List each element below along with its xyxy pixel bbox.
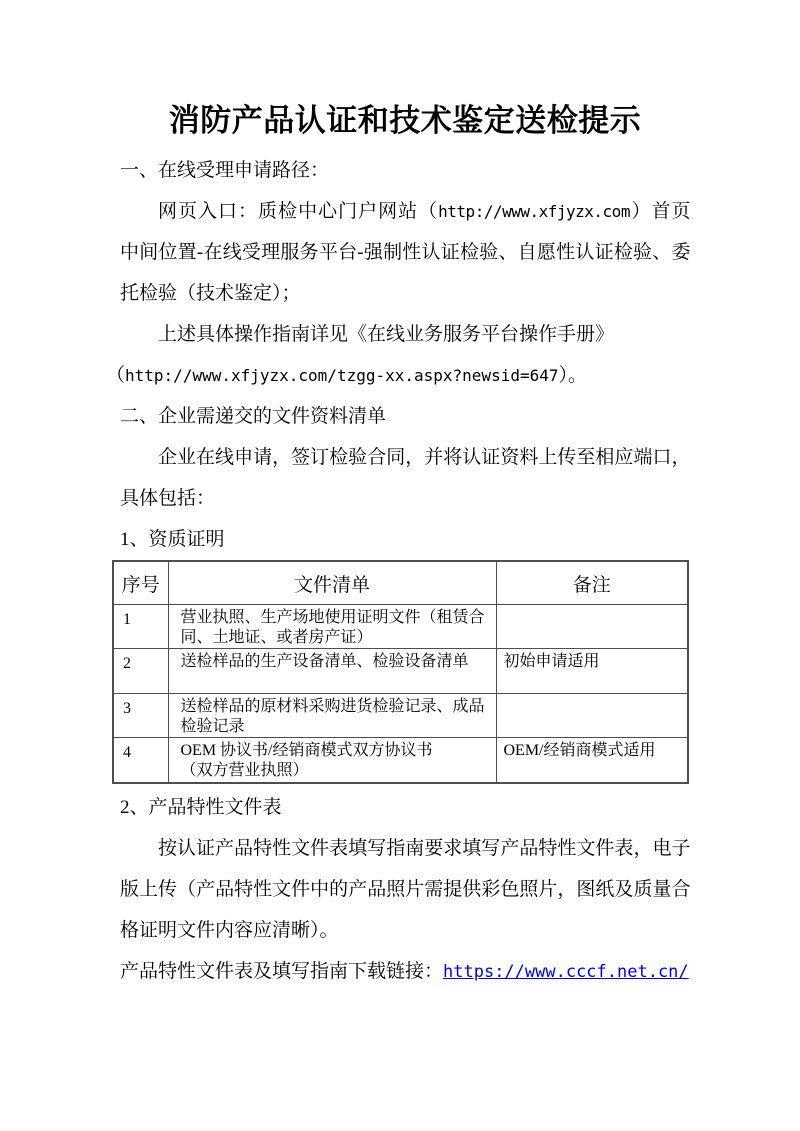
header-cell-document-list: 文件清单 bbox=[168, 561, 496, 605]
section1-heading: 一、在线受理申请路径： bbox=[120, 160, 330, 181]
row4-doc-line2: （双方营业执照） bbox=[180, 762, 309, 779]
page-title: 消防产品认证和技术鉴定送检提示 bbox=[168, 103, 642, 138]
paragraph1-line3: 托检验（技术鉴定）； bbox=[120, 283, 301, 304]
row3-doc-line2: 检验记录 bbox=[180, 718, 245, 735]
row2-doc-line1: 送检样品的生产设备清单、检验设备清单 bbox=[180, 653, 469, 670]
row4-doc-line1: OEM 协议书/经销商模式双方协议书 bbox=[180, 742, 433, 759]
download-link-line bbox=[120, 951, 690, 992]
row3-number: 3 bbox=[113, 694, 168, 738]
section2-heading: 二、企业需递交的文件资料清单 bbox=[120, 406, 387, 427]
table-header-row bbox=[113, 561, 688, 605]
paragraph2-line2 bbox=[106, 355, 690, 396]
cccf-download-link[interactable]: https://www.cccf.net.cn/ bbox=[443, 961, 689, 982]
document-body bbox=[106, 0, 690, 992]
paragraph4-line1: 按认证产品特性文件表填写指南要求填写产品特性文件表，电子 bbox=[158, 837, 690, 859]
paragraph4-line3: 格证明文件内容应清晰）。 bbox=[120, 919, 339, 941]
paragraph2-line1: 上述具体操作指南详见《在线业务服务平台操作手册》 bbox=[158, 324, 615, 345]
table-row bbox=[113, 649, 688, 694]
paragraph3-line1: 企业在线申请，签订检验合同，并将认证资料上传至相应端口， bbox=[158, 447, 690, 468]
row3-document bbox=[168, 694, 496, 738]
p1-l1-pre: 网页入口：质检中心门户网站（ bbox=[158, 201, 439, 222]
header-cell-remark: 备注 bbox=[496, 561, 688, 605]
header-cell-number: 序号 bbox=[113, 561, 168, 605]
row1-document bbox=[168, 605, 496, 649]
p2-l2-url-text: http://www.xfjyzx.com/tzgg-xx.aspx?newsid=647 bbox=[125, 366, 559, 385]
row4-document bbox=[168, 738, 496, 783]
sub2-heading: 2、产品特性文件表 bbox=[120, 796, 282, 818]
row3-doc-line1: 送检样品的原材料采购进货检验记录、成品 bbox=[180, 698, 485, 715]
qualification-table bbox=[112, 560, 689, 784]
p1-l1-post: ）首页 bbox=[629, 201, 690, 222]
row4-remark: OEM/经销商模式适用 bbox=[496, 738, 688, 783]
p1-l1-url-text: http://www.xfjyzx.com bbox=[438, 202, 630, 221]
paragraph1-line2: 中间位置-在线受理服务平台-强制性认证检验、自愿性认证检验、委 bbox=[120, 242, 690, 263]
row2-document bbox=[168, 649, 496, 694]
paragraph1-line1 bbox=[120, 191, 690, 232]
table-row bbox=[113, 605, 688, 649]
table-row bbox=[113, 694, 688, 738]
row2-number: 2 bbox=[113, 649, 168, 694]
table-row bbox=[113, 738, 688, 783]
sub1-heading: 1、资质证明 bbox=[120, 529, 225, 550]
download-link-label: 产品特性文件表及填写指南下载链接： bbox=[120, 960, 444, 982]
p2-l2-pre: （ bbox=[106, 365, 126, 386]
row2-remark: 初始申请适用 bbox=[496, 649, 688, 694]
row1-number: 1 bbox=[113, 605, 168, 649]
row4-number: 4 bbox=[113, 738, 168, 783]
p2-l2-post: ）。 bbox=[558, 365, 588, 386]
row1-doc-line2: 同、土地证、或者房产证） bbox=[180, 629, 373, 646]
paragraph4-line2: 版上传（产品特性文件中的产品照片需提供彩色照片，图纸及质量合 bbox=[120, 878, 690, 900]
paragraph3-line2: 具体包括： bbox=[120, 488, 216, 509]
row3-remark bbox=[496, 694, 688, 738]
row1-doc-line1: 营业执照、生产场地使用证明文件（租赁合 bbox=[180, 609, 485, 626]
row1-remark bbox=[496, 605, 688, 649]
